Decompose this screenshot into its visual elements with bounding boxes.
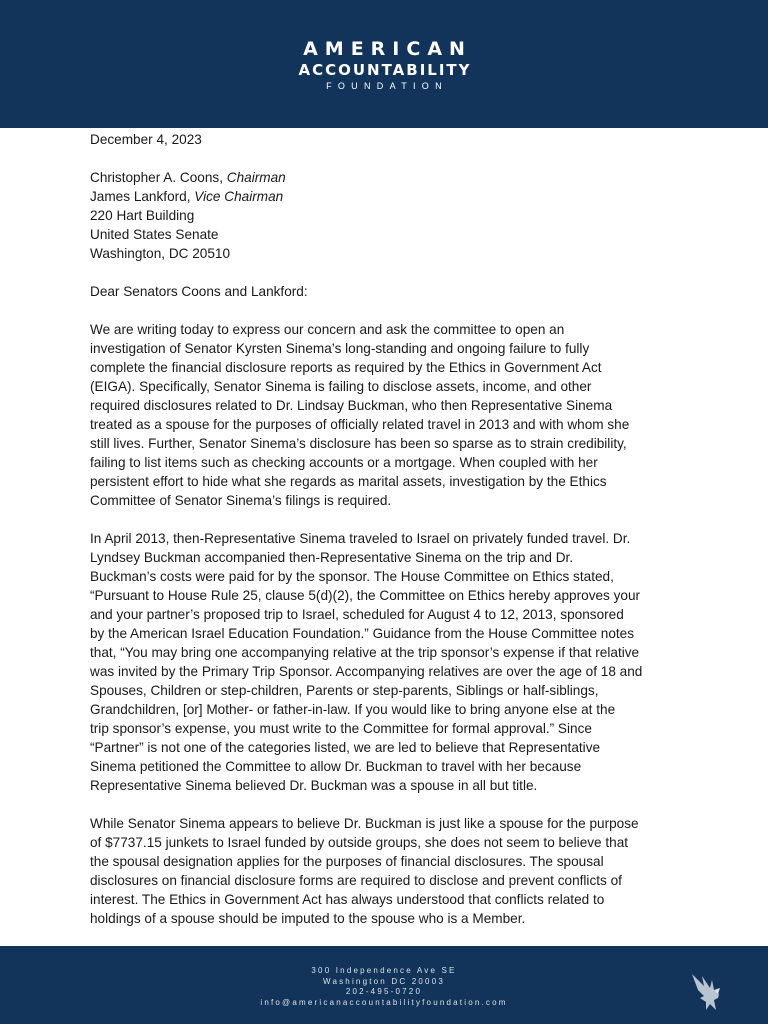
paragraph-line: trip sponsor’s expense, you must write to the Committee for formal approval.” Since: [90, 721, 592, 736]
footer-email: info@americanaccountabilityfoundation.com: [260, 997, 508, 1007]
letter-date: December 4, 2023: [90, 132, 202, 147]
footer-address-line2: Washington DC 20003: [323, 976, 445, 986]
recipient-1: [90, 168, 680, 187]
logo-line-foundation: FOUNDATION: [326, 81, 448, 91]
paragraph-line: still lives. Further, Senator Sinema’s disclosure has been so sparse as to strain credibility,: [90, 436, 627, 451]
paragraph-line: failing to list items such as checking accounts or a mortgage. When coupled with her: [90, 455, 598, 470]
recipient-2-title: Vice Chairman: [194, 189, 284, 204]
paragraph-line: “Pursuant to House Rule 25, clause 5(d)(2), the Committee on Ethics hereby approves your: [90, 588, 641, 603]
paragraph-line: that, “You may bring one accompanying relative at the trip sponsor’s expense if that relative: [90, 645, 640, 660]
recipient-1-title: Chairman: [226, 170, 286, 185]
logo-line-accountability: ACCOUNTABILITY: [298, 61, 472, 79]
paragraph-line: and your partner’s proposed trip to Israel, scheduled for August 4 to 12, 2013, sponsored: [90, 607, 624, 622]
paragraph-line: of $7737.15 junkets to Israel funded by outside groups, she does not seem to believe that: [90, 835, 629, 850]
paragraph-line: holdings of a spouse should be imputed to the spouse who is a Member.: [90, 911, 526, 926]
paragraph-line: treated as a spouse for the purposes of officially related travel in 2013 and with whom she: [90, 417, 630, 432]
paragraph-line: by the American Israel Education Foundation.” Guidance from the House Committee notes: [90, 626, 635, 641]
recipient-1-name: Christopher A. Coons,: [90, 170, 227, 185]
paragraph-line: Lyndsey Buckman accompanied then-Representative Sinema on the trip and Dr.: [90, 550, 574, 565]
recipient-2-name: James Lankford,: [90, 189, 195, 204]
paragraph-line: In April 2013, then-Representative Sinema traveled to Israel on privately funded travel. Dr.: [90, 531, 631, 546]
footer-phone: 202-495-0720: [345, 987, 423, 996]
letterhead-footer: [0, 946, 768, 1024]
salutation: Dear Senators Coons and Lankford:: [90, 284, 308, 299]
paragraph-line: Representative Sinema believed Dr. Buckman was a spouse in all but title.: [90, 778, 538, 793]
paragraph-line: While Senator Sinema appears to believe Dr. Buckman is just like a spouse for the purpose: [90, 816, 639, 831]
footer-address-line1: 300 Independence Ave SE: [311, 966, 457, 975]
paragraph-line: Buckman’s costs were paid for by the sponsor. The House Committee on Ethics stated,: [90, 569, 614, 584]
address-line: 220 Hart Building: [90, 208, 195, 223]
footer-contact: [0, 966, 768, 1008]
recipient-2: [90, 187, 680, 206]
paragraph-line: investigation of Senator Kyrsten Sinema’s long-standing and ongoing failure to fully: [90, 341, 590, 356]
paragraph-line: complete the financial disclosure reports as required by the Ethics in Government Act: [90, 360, 602, 375]
foundation-logo: [0, 38, 768, 92]
paragraph-line: (EIGA). Specifically, Senator Sinema is failing to disclose assets, income, and other: [90, 379, 592, 394]
eagle-icon: [688, 968, 724, 1012]
address-line: Washington, DC 20510: [90, 246, 231, 261]
paragraph-2: [90, 529, 680, 795]
paragraph-1: [90, 320, 680, 510]
letterhead-header: [0, 0, 768, 128]
paragraph-line: persistent effort to hide what she regards as marital assets, investigation by the Ethics: [90, 474, 607, 489]
paragraph-line: required disclosures related to Dr. Lindsay Buckman, who then Representative Sinema: [90, 398, 613, 413]
paragraph-line: interest. The Ethics in Government Act has always understood that conflicts related to: [90, 892, 605, 907]
letter-body: [90, 130, 680, 947]
paragraph-line: Spouses, Children or step-children, Parents or step-parents, Siblings or half-siblings,: [90, 683, 599, 698]
paragraph-3: [90, 814, 680, 928]
paragraph-line: Committee of Senator Sinema’s filings is required.: [90, 493, 392, 508]
paragraph-line: Sinema petitioned the Committee to allow Dr. Buckman to travel with her because: [90, 759, 582, 774]
paragraph-line: was invited by the Primary Trip Sponsor. Accompanying relatives are over the age of 18 and: [90, 664, 643, 679]
paragraph-line: Grandchildren, [or] Mother- or father-in-law. If you would like to bring anyone else at the: [90, 702, 616, 717]
paragraph-line: disclosures on financial disclosure forms are required to disclose and prevent conflicts of: [90, 873, 622, 888]
recipient-address: [90, 168, 680, 263]
paragraph-line: “Partner” is not one of the categories listed, we are led to believe that Representative: [90, 740, 601, 755]
address-line: United States Senate: [90, 227, 219, 242]
paragraph-line: the spousal designation applies for the purposes of financial disclosures. The spousal: [90, 854, 604, 869]
logo-line-american: AMERICAN: [303, 38, 472, 60]
paragraph-line: We are writing today to express our concern and ask the committee to open an: [90, 322, 565, 337]
